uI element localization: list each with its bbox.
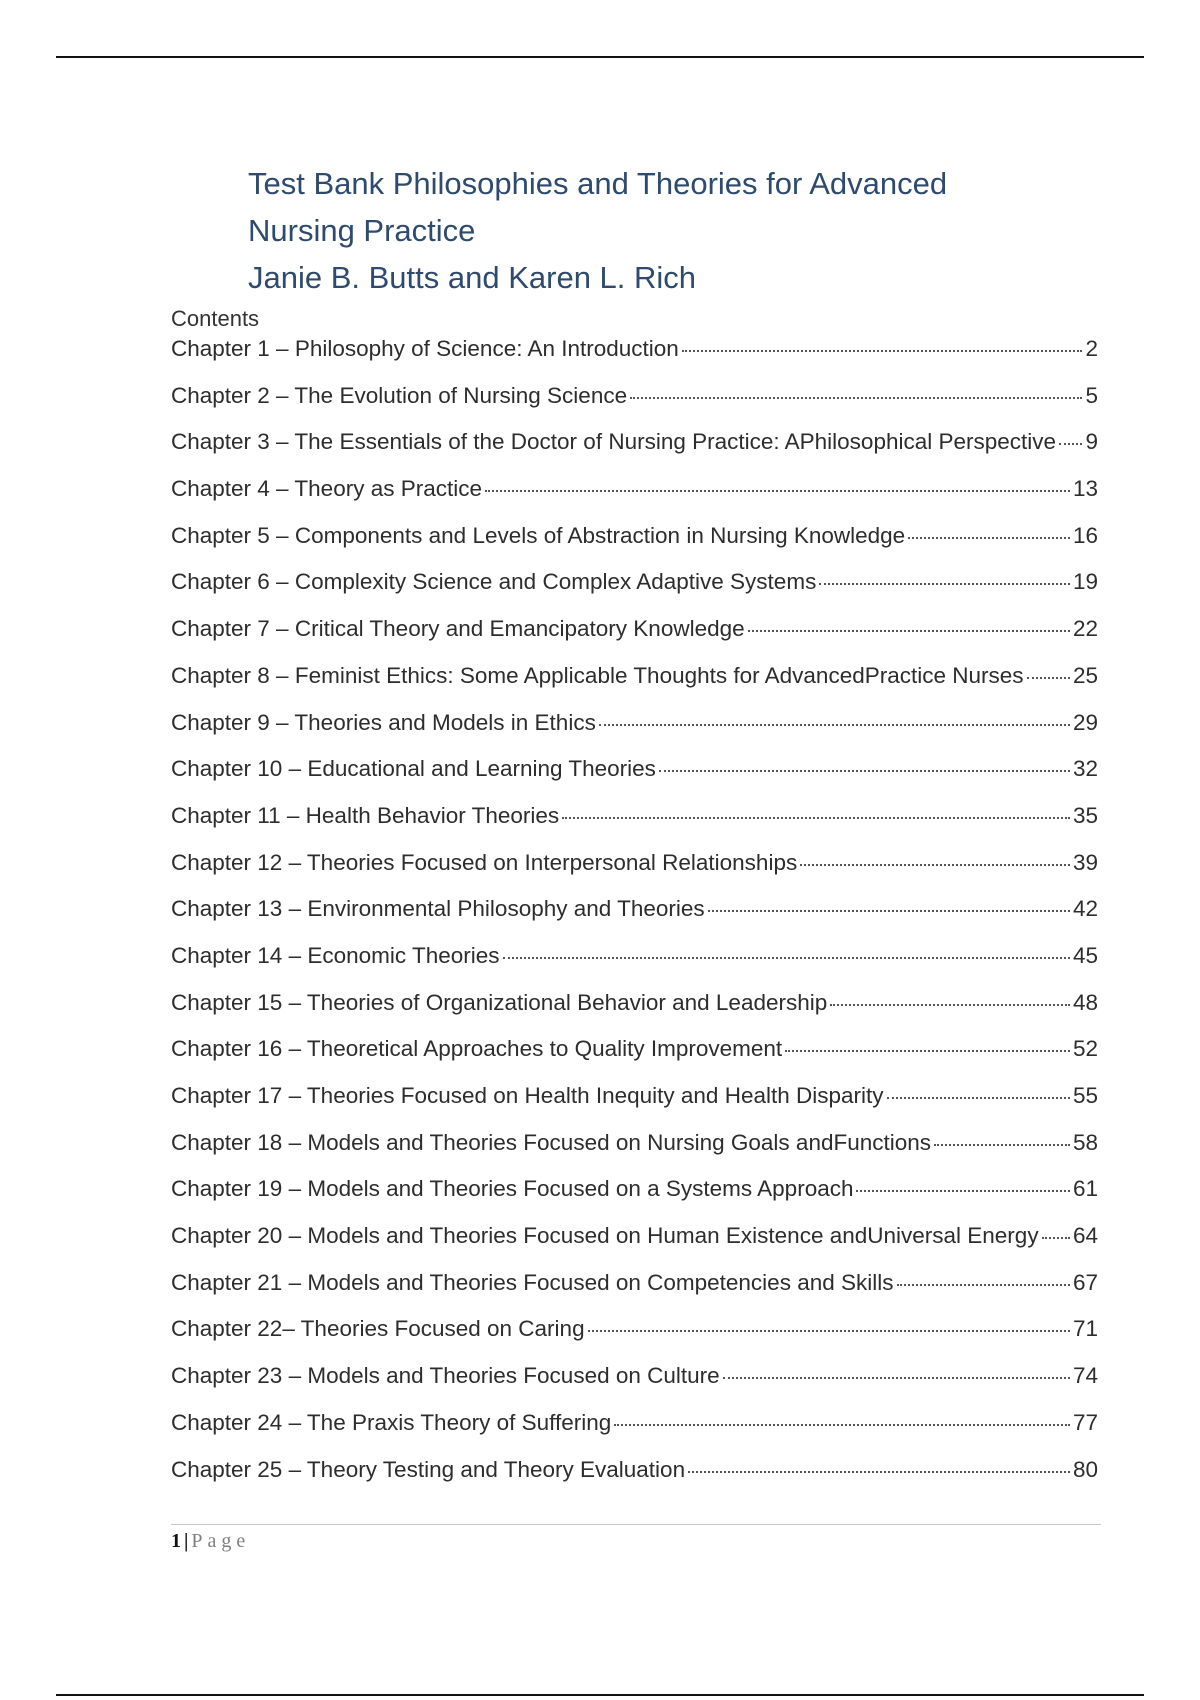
toc-entry-page: 35 [1072,802,1098,828]
toc-entry[interactable] [171,1457,1098,1504]
toc-entry-page: 13 [1072,476,1098,502]
toc-entry[interactable] [171,1363,1098,1410]
toc-entry-page: 39 [1072,849,1098,875]
page-number: 1 [171,1530,181,1552]
toc-entry-title: Chapter 8 – Feminist Ethics: Some Applicable Thoughts for AdvancedPractice Nurses [171,662,1024,688]
toc-entry[interactable] [171,896,1098,943]
toc-dot-leader [599,724,1070,726]
toc-entry[interactable] [171,1316,1098,1363]
document-authors: Janie B. Butts and Karen L. Rich [248,260,697,295]
toc-entry[interactable] [171,1410,1098,1457]
toc-entry-title: Chapter 21 – Models and Theories Focused on Competencies and Skills [171,1269,894,1295]
toc-entry-page: 2 [1085,336,1098,361]
toc-entry-page: 9 [1085,429,1098,455]
toc-entry-title: Chapter 12 – Theories Focused on Interpersonal Relationships [171,849,798,875]
toc-entry-page: 45 [1072,942,1098,968]
footer-rule [171,1524,1101,1525]
toc-entry[interactable] [171,616,1098,663]
toc-dot-leader [485,490,1070,492]
toc-entry-title: Chapter 17 – Theories Focused on Health Inequity and Health Disparity [171,1083,884,1108]
toc-dot-leader [800,864,1070,866]
toc-entry-page: 77 [1072,1409,1098,1435]
toc-entry[interactable] [171,1270,1098,1317]
table-of-contents [171,336,1098,1503]
page-separator: | [184,1530,189,1552]
toc-dot-leader [630,397,1082,399]
toc-entry[interactable] [171,1083,1098,1130]
toc-entry-title: Chapter 1 – Philosophy of Science: An Introduction [171,336,679,361]
toc-entry-title: Chapter 18 – Models and Theories Focused on Nursing Goals andFunctions [171,1129,932,1155]
toc-entry[interactable] [171,1130,1098,1177]
document-title: Test Bank Philosophies and Theories for Advanced Nursing Practice [248,166,948,248]
toc-dot-leader [614,1424,1070,1426]
toc-entry[interactable] [171,336,1098,383]
toc-entry-page: 22 [1072,616,1098,642]
toc-entry-page: 32 [1072,756,1098,782]
toc-entry-title: Chapter 13 – Environmental Philosophy and Theories [171,896,705,922]
toc-dot-leader [934,1144,1070,1146]
toc-entry-title: Chapter 19 – Models and Theories Focused on a Systems Approach [171,1176,854,1202]
toc-entry-page: 61 [1072,1176,1098,1202]
toc-entry[interactable] [171,383,1098,430]
toc-entry-title: Chapter 5 – Components and Levels of Abstraction in Nursing Knowledge [171,522,906,548]
toc-entry-title: Chapter 9 – Theories and Models in Ethics [171,709,596,735]
toc-dot-leader [830,1004,1070,1006]
toc-entry-title: Chapter 24 – The Praxis Theory of Suffering [171,1409,612,1435]
contents-heading: Contents [171,306,260,331]
toc-dot-leader [688,1471,1070,1473]
toc-entry[interactable] [171,803,1098,850]
toc-dot-leader [682,350,1083,352]
page-label: Page [191,1530,251,1552]
toc-dot-leader [588,1330,1070,1332]
toc-dot-leader [887,1097,1070,1099]
page-bottom-rule [56,1694,1144,1696]
toc-entry[interactable] [171,850,1098,897]
toc-entry[interactable] [171,710,1098,757]
toc-entry[interactable] [171,756,1098,803]
toc-entry-title: Chapter 20 – Models and Theories Focused on Human Existence andUniversal Energy [171,1223,1039,1249]
toc-entry-page: 25 [1072,662,1098,688]
toc-entry[interactable] [171,1036,1098,1083]
toc-entry[interactable] [171,429,1098,476]
toc-dot-leader [1027,677,1070,679]
toc-dot-leader [659,770,1070,772]
toc-dot-leader [908,537,1070,539]
toc-entry-title: Chapter 16 – Theoretical Approaches to Quality Improvement [171,1036,783,1062]
toc-entry-page: 5 [1085,382,1098,408]
toc-entry-title: Chapter 25 – Theory Testing and Theory Evaluation [171,1456,686,1482]
toc-entry-page: 16 [1072,522,1098,548]
toc-entry-title: Chapter 15 – Theories of Organizational Behavior and Leadership [171,989,828,1015]
toc-dot-leader [723,1377,1070,1379]
toc-entry-page: 48 [1072,989,1098,1015]
toc-entry[interactable] [171,990,1098,1037]
toc-entry-title: Chapter 7 – Critical Theory and Emancipatory Knowledge [171,616,745,642]
toc-entry-page: 58 [1072,1129,1098,1155]
toc-entry-title: Chapter 10 – Educational and Learning Theories [171,756,656,782]
toc-entry-page: 80 [1072,1456,1098,1482]
toc-dot-leader [785,1050,1070,1052]
toc-entry-page: 19 [1072,569,1098,595]
toc-entry-title: Chapter 11 – Health Behavior Theories [171,802,560,828]
page-top-rule [56,56,1144,58]
toc-entry[interactable] [171,1223,1098,1270]
toc-entry-page: 64 [1072,1223,1098,1249]
toc-entry-title: Chapter 3 – The Essentials of the Doctor of Nursing Practice: APhilosophical Perspective [171,429,1057,455]
toc-entry-title: Chapter 22– Theories Focused on Caring [171,1316,585,1342]
toc-dot-leader [856,1190,1069,1192]
page-footer [171,1526,250,1556]
toc-entry-title: Chapter 14 – Economic Theories [171,942,500,968]
toc-entry-page: 52 [1072,1036,1098,1062]
toc-entry[interactable] [171,476,1098,523]
toc-entry-title: Chapter 6 – Complexity Science and Complex Adaptive Systems [171,569,817,595]
toc-entry[interactable] [171,943,1098,990]
toc-entry-title: Chapter 2 – The Evolution of Nursing Science [171,382,628,408]
toc-entry[interactable] [171,663,1098,710]
toc-entry-page: 67 [1072,1269,1098,1295]
toc-dot-leader [562,817,1070,819]
toc-dot-leader [708,910,1070,912]
toc-entry-page: 42 [1072,896,1098,922]
toc-entry-title: Chapter 4 – Theory as Practice [171,476,482,502]
toc-entry[interactable] [171,523,1098,570]
toc-dot-leader [1059,443,1082,445]
toc-entry-page: 55 [1072,1083,1098,1108]
toc-dot-leader [819,583,1070,585]
toc-entry[interactable] [171,1176,1098,1223]
toc-entry-page: 74 [1072,1363,1098,1389]
toc-entry-title: Chapter 23 – Models and Theories Focused on Culture [171,1363,720,1389]
toc-entry[interactable] [171,569,1098,616]
toc-dot-leader [1042,1237,1070,1239]
toc-dot-leader [897,1284,1070,1286]
toc-entry-page: 29 [1072,709,1098,735]
toc-dot-leader [503,957,1070,959]
toc-dot-leader [748,630,1070,632]
toc-entry-page: 71 [1072,1316,1098,1342]
